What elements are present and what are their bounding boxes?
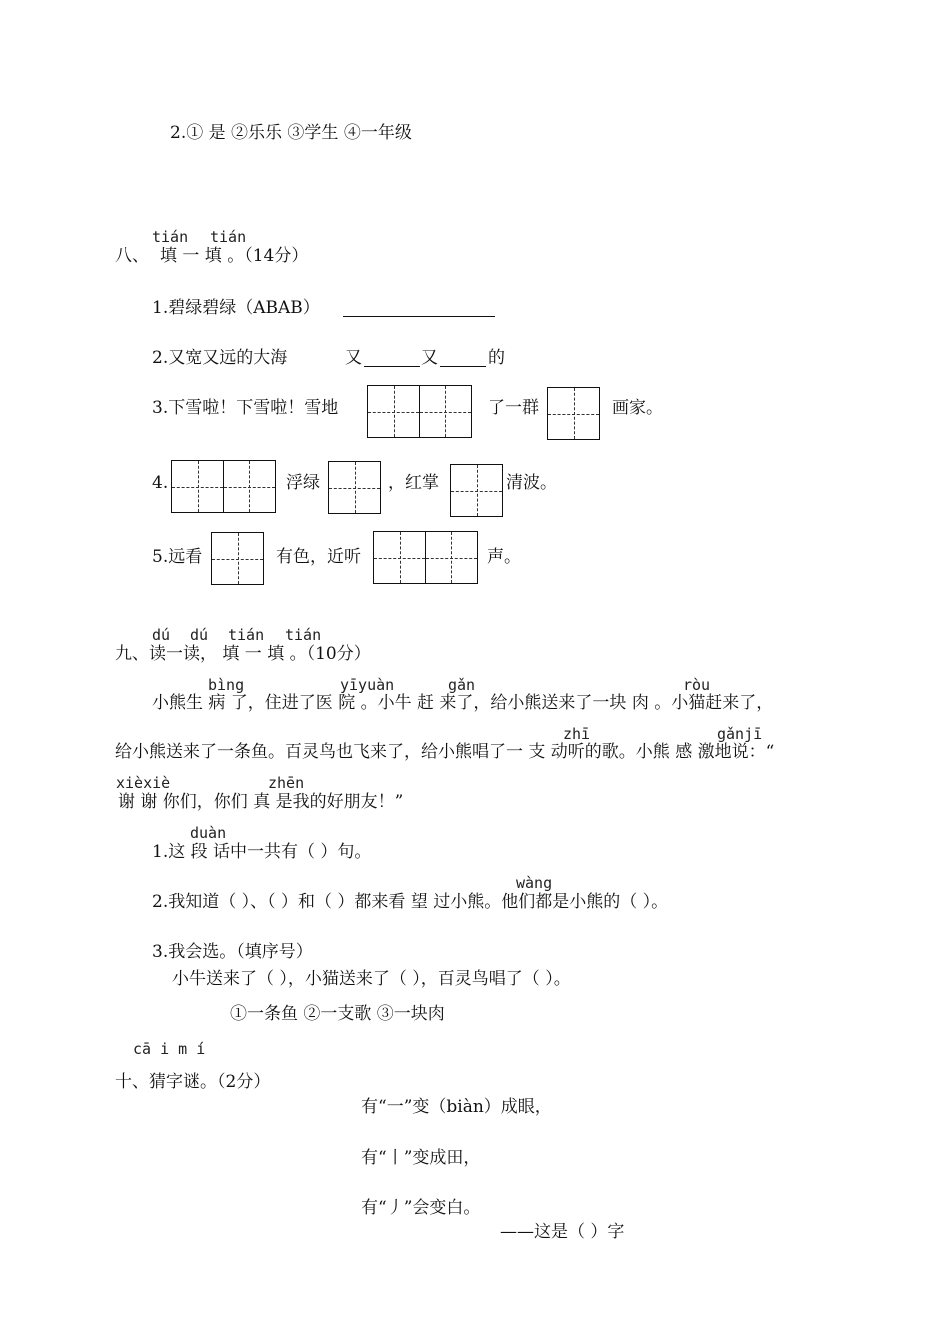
passage-line-3: 谢 谢 你们，你们 真 是我的好朋友！” <box>118 792 404 812</box>
section-9-heading: 九、读一读， 填 一 填 。（10分） <box>115 644 371 664</box>
s8-q4-a: 浮绿 <box>286 473 320 493</box>
s8-q2-de: 的 <box>488 348 505 368</box>
q1-pinyin-duan: duàn <box>190 824 227 842</box>
section-8-number: 八、 <box>115 246 149 266</box>
s8-q5-grid-1[interactable] <box>211 532 264 585</box>
section-10-heading: 十、猜字谜。（2分） <box>115 1072 271 1092</box>
riddle-line-3: 有“丿”会变白。 <box>361 1198 481 1218</box>
passage-line-1: 小熊生 病 了，住进了医 院 。小牛 赶 来了，给小熊送来了一块 肉 。小猫赶来了， <box>152 693 774 713</box>
riddle-answer: ——这是（ ）字 <box>500 1222 625 1242</box>
s9-q3-line: 小牛送来了（ ），小猫送来了（ ），百灵鸟唱了（ ）。 <box>172 969 571 989</box>
s8-q2-you1: 又 <box>345 348 362 368</box>
pinyin-caimi: cā i m í <box>133 1040 206 1058</box>
riddle-line-1: 有“一”变（biàn）成眼， <box>361 1097 552 1117</box>
s8-q2-you2: 又 <box>421 348 438 368</box>
p3-pinyin-xiexie: xièxiè <box>116 774 171 792</box>
s8-q2-blank-1[interactable] <box>364 366 420 367</box>
riddle-line-2: 有“丨”变成田， <box>361 1148 481 1168</box>
s8-q1-text: 1.碧绿碧绿（ABAB） <box>152 298 320 318</box>
s9-q1: 1.这 段 话中一共有（ ）句。 <box>152 842 372 862</box>
s8-q4-num: 4. <box>152 473 169 493</box>
s8-q3-text: 3.下雪啦！下雪啦！雪地 <box>152 398 339 418</box>
pinyin-du-2: dú <box>190 626 209 644</box>
p1-pinyin-gan: gǎn <box>448 676 476 694</box>
s8-q1-blank[interactable] <box>343 316 495 317</box>
s8-q5-grid-2[interactable] <box>373 531 478 584</box>
pinyin-du-1: dú <box>152 626 171 644</box>
s8-q2-text: 2.又宽又远的大海 <box>152 348 288 368</box>
q2-pinyin-wang: wàng <box>516 874 553 892</box>
p2-pinyin-zhi: zhī <box>563 725 591 743</box>
p1-pinyin-yiyuan: yīyuàn <box>340 676 395 694</box>
pinyin-tian-4: tián <box>285 626 322 644</box>
pinyin-tian-3: tián <box>228 626 265 644</box>
s8-q4-c: 清波。 <box>506 473 557 493</box>
p2-pinyin-ganji: gǎnjī <box>717 725 763 743</box>
s8-q4-grid-2[interactable] <box>328 461 381 514</box>
section-8-heading: 填 一 填 。（14分） <box>160 246 309 266</box>
pinyin-tian-2: tián <box>210 228 247 246</box>
p3-pinyin-zhen: zhēn <box>268 774 305 792</box>
passage-line-2: 给小熊送来了一条鱼。百灵鸟也飞来了，给小熊唱了一 支 动听的歌。小熊 感 激地说：“ <box>115 742 775 762</box>
s8-q3-grid-1[interactable] <box>367 385 472 438</box>
s9-q3-options: ①一条鱼 ②一支歌 ③一块肉 <box>230 1004 445 1024</box>
s8-q5-text: 5.远看 <box>152 547 203 567</box>
s8-q3-grid-2[interactable] <box>547 387 600 440</box>
s9-q3: 3.我会选。（填序号） <box>152 942 313 962</box>
s8-q3-end: 画家。 <box>612 398 663 418</box>
s8-q4-grid-1[interactable] <box>171 460 276 513</box>
pinyin-tian-1: tián <box>152 228 189 246</box>
answer-options: 2.① 是 ②乐乐 ③学生 ④一年级 <box>170 123 412 143</box>
s8-q5-mid: 有色，近听 <box>276 547 361 567</box>
s8-q4-grid-3[interactable] <box>450 464 503 517</box>
s9-q2: 2.我知道（ ）、（ ）和（ ）都来看 望 过小熊。他们都是小熊的（ ）。 <box>152 892 669 912</box>
s8-q4-b: ，红掌 <box>388 473 439 493</box>
p1-pinyin-rou: ròu <box>683 676 711 694</box>
s8-q5-end: 声。 <box>487 547 521 567</box>
s8-q3-mid: 了一群 <box>488 398 539 418</box>
s8-q2-blank-2[interactable] <box>440 366 486 367</box>
p1-pinyin-bing: bìng <box>208 676 245 694</box>
